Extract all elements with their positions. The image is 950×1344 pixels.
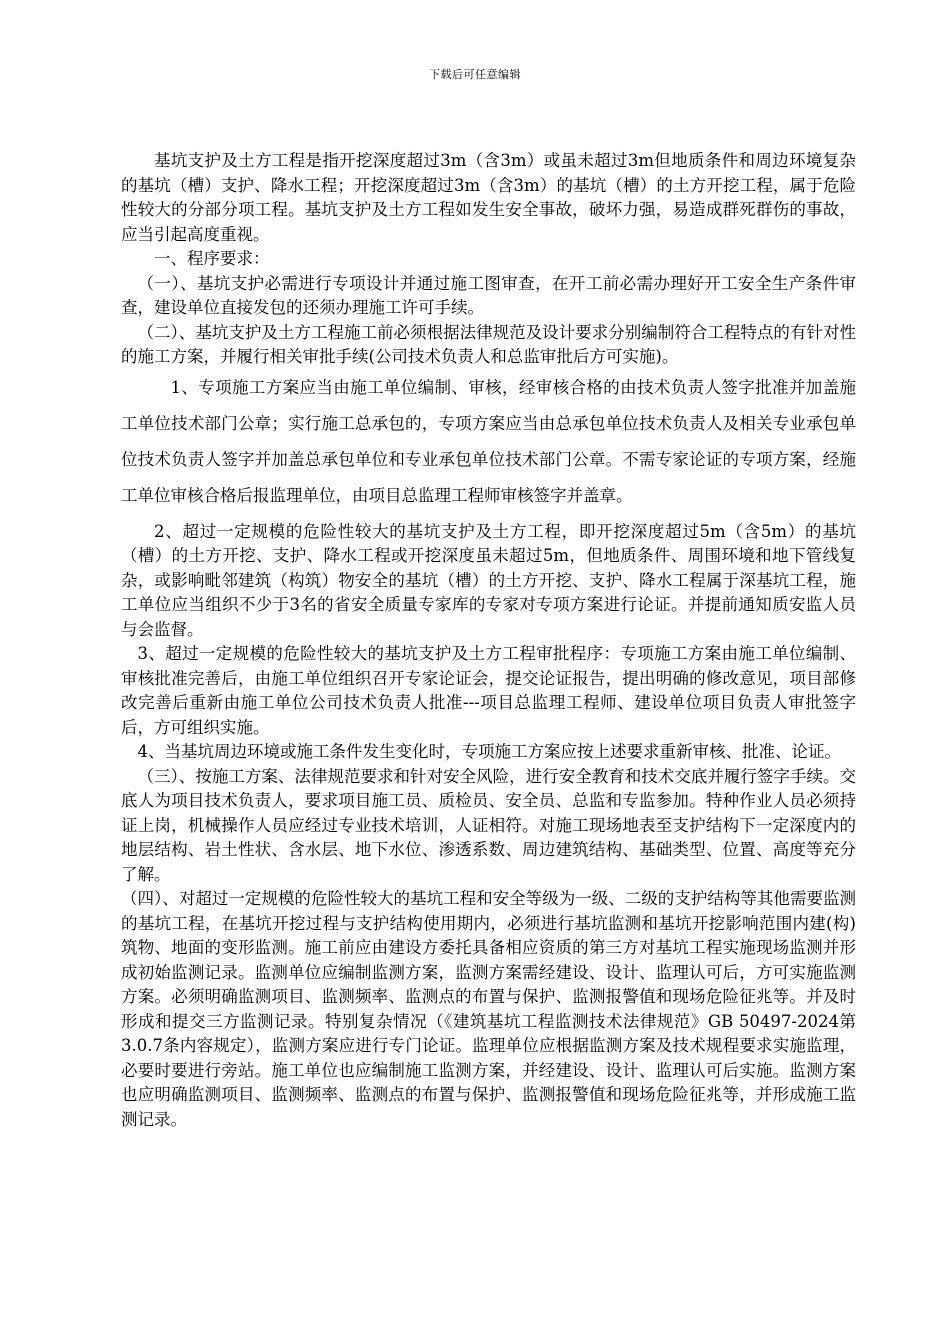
page-header: 下载后可任意编辑 xyxy=(429,68,521,81)
paragraph-subitem-1: 1、专项施工方案应当由施工单位编制、审核，经审核合格的由技术负责人签字批准并加盖施工单位技术部门公章；实行施工总承包的，专项方案应当由总承包单位技术负责人及相关专业承包单位技术负责人签字并加盖总承包单位和专业承包单位技术部门公章。不需专家论证的专项方案，经施工单位审核合格后报监理单位，由项目总监理工程师审核签字并盖章。 xyxy=(121,377,856,505)
section-heading-procedure: 一、程序要求： xyxy=(154,249,270,268)
paragraph-item-2: （二）、基坑支护及土方工程施工前必须根据法律规范及设计要求分别编制符合工程特点的有针对性的施工方案，并履行相关审批手续(公司技术负责人和总监审批后方可实施)。 xyxy=(121,322,856,366)
paragraph-subitem-3: 3、超过一定规模的危险性较大的基坑支护及土方工程审批程序：专项施工方案由施工单位编制、审核批准完善后，由施工单位组织召开专家论证会，提交论证报告，提出明确的修改意见，项目部修改完善后重新由施工单位公司技术负责人批准---项目总监理工程师、建设单位项目负责人审批签字后，方可组织实施。 xyxy=(121,644,856,737)
paragraph-subitem-2: 2、超过一定规模的危险性较大的基坑支护及土方工程，即开挖深度超过5m（含5m）的基坑（槽）的土方开挖、支护、降水工程或开挖深度虽未超过5m，但地质条件、周围环境和地下管线复杂，或影响毗邻建筑（构筑）物安全的基坑（槽）的土方开挖、支护、降水工程属于深基坑工程，施工单位应当组织不少于3名的省安全质量专家库的专家对专项方案进行论证。并提前通知质安监人员与会监督。 xyxy=(121,521,856,639)
intro-paragraph: 基坑支护及土方工程是指开挖深度超过3m（含3m）或虽未超过3m但地质条件和周边环境复杂的基坑（槽）支护、降水工程；开挖深度超过3m（含3m）的基坑（槽）的土方开挖工程，属于危险性较大的分部分项工程。基坑支护及土方工程如发生安全事故，破坏力强，易造成群死群伤的事故，应当引起高度重视。 xyxy=(121,151,856,244)
paragraph-subitem-4: 4、当基坑周边环境或施工条件发生变化时，专项施工方案应按上述要求重新审核、批准、论证。 xyxy=(137,742,841,761)
document-body xyxy=(121,149,856,1132)
paragraph-item-1: （一）、基坑支护必需进行专项设计并通过施工图审查，在开工前必需办理好开工安全生产条件审查，建设单位直接发包的还须办理施工许可手续。 xyxy=(121,273,856,317)
paragraph-item-4: （四）、对超过一定规模的危险性较大的基坑工程和安全等级为一级、二级的支护结构等其他需要监测的基坑工程，在基坑开挖过程与支护结构使用期内，必须进行基坑监测和基坑开挖影响范围内建(构)筑物、地面的变形监测。施工前应由建设方委托具备相应资质的第三方对基坑工程实施现场监测并形成初始监测记录。监测单位应编制监测方案，监测方案需经建设、设计、监理认可后，方可实施监测方案。必须明确监测项目、监测频率、监测点的布置与保护、监测报警值和现场危险征兆等。并及时形成和提交三方监测记录。特别复杂情况（《建筑基坑工程监测技术法律规范》GB 50497-2024第3.0.7条内容规定），监测方案应进行专门论证。监理单位应根据监测方案及技术规程要求实施监理，必要时要进行旁站。施工单位也应编制施工监测方案，并经建设、设计、监理认可后实施。监测方案也应明确监测项目、监测频率、监测点的布置与保护、监测报警值和现场危险征兆等，并形成施工监测记录。 xyxy=(121,889,856,1129)
paragraph-item-3: （三）、按施工方案、法律规范要求和针对安全风险，进行安全教育和技术交底并履行签字手续。交底人为项目技术负责人，要求项目施工员、质检员、安全员、总监和专监参加。特种作业人员必须持证上岗，机械操作人员应经过专业技术培训，人证相符。对施工现场地表至支护结构下一定深度内的地层结构、岩土性状、含水层、地下水位、渗透系数、周边建筑结构、基础类型、位置、高度等充分了解。 xyxy=(121,766,856,884)
